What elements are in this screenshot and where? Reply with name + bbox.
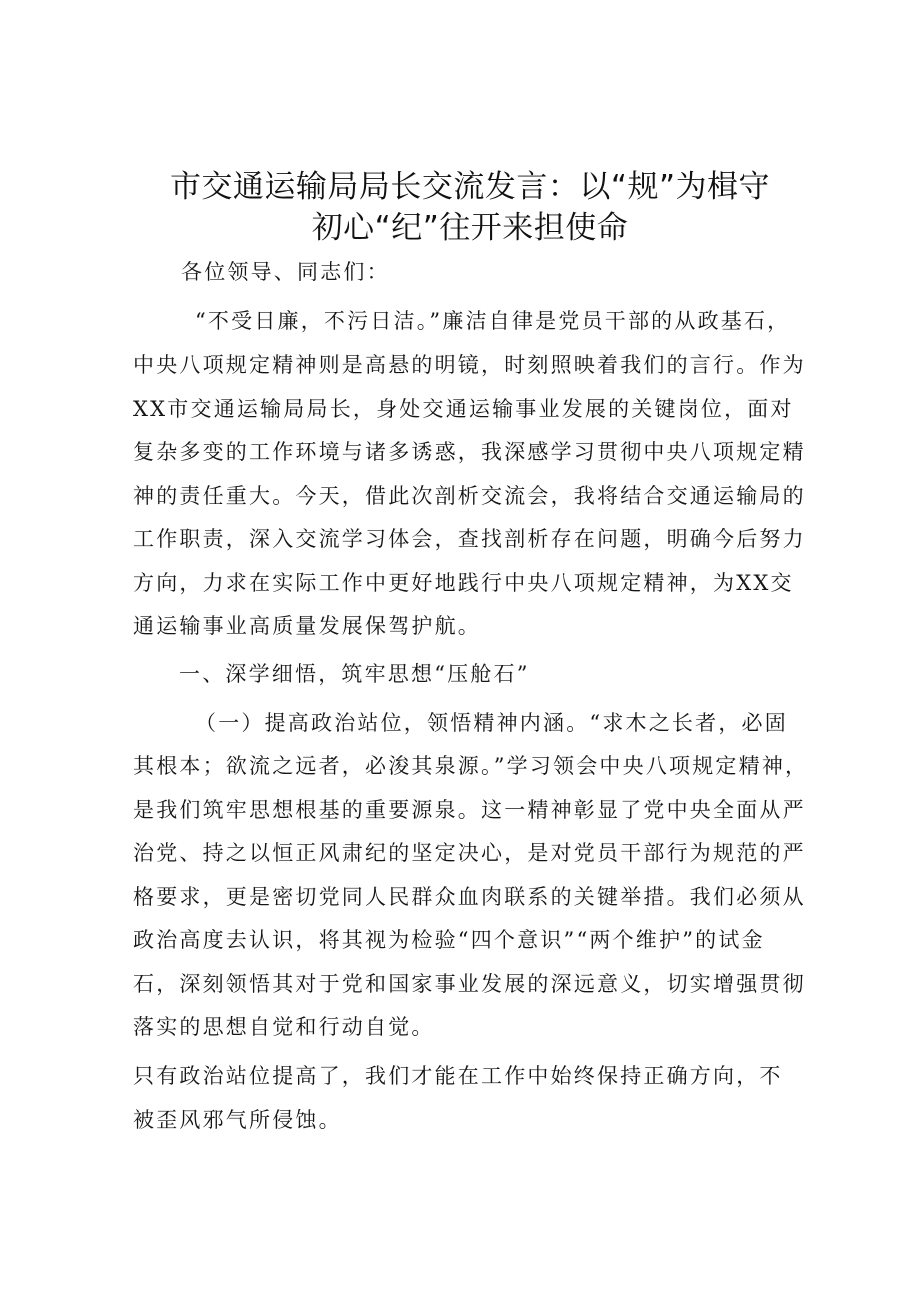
salutation: 各位领导、同志们： [181, 260, 390, 284]
section1-line-2: 其根本；欲流之远者，必浚其泉源。”学习领会中央八项规定精神， [133, 754, 809, 778]
intro-line-7: 方向，力求在实际工作中更好地践行中央八项规定精神，为XX交 [133, 571, 794, 595]
section-heading-1: 一、深学细悟，筑牢思想“压舱石” [179, 662, 530, 686]
section1-line-8: 落实的思想自觉和行动自觉。 [133, 1015, 435, 1039]
section1-line-4: 治党、持之以恒正风肃纪的坚定决心，是对党员干部行为规范的严 [133, 841, 806, 865]
section1-line-1: （一）提高政治站位，领悟精神内涵。“求木之长者，必固 [195, 711, 788, 735]
intro-line-3: XX市交通运输局局长，身处交通运输事业发展的关键岗位，面对 [133, 397, 794, 421]
document-title-line-1: 市交通运输局局长交流发言：以“规”为楫守 [169, 169, 771, 205]
intro-line-5: 神的责任重大。今天，借此次剖析交流会，我将结合交通运输局的 [133, 484, 806, 508]
intro-line-1: “不受日廉，不污日洁。”廉洁自律是党员干部的从政基石， [195, 309, 791, 333]
closing-line-2: 被歪风邪气所侵蚀。 [133, 1108, 342, 1132]
intro-line-4: 复杂多变的工作环境与诸多诱惑，我深感学习贯彻中央八项规定精 [133, 440, 806, 464]
intro-line-2: 中央八项规定精神则是高悬的明镜，时刻照映着我们的言行。作为 [133, 353, 806, 377]
section1-line-3: 是我们筑牢思想根基的重要源泉。这一精神彰显了党中央全面从严 [133, 798, 806, 822]
section1-line-5: 格要求，更是密切党同人民群众血肉联系的关键举措。我们必须从 [133, 885, 806, 909]
intro-line-8: 通运输事业高质量发展保驾护航。 [133, 614, 481, 638]
closing-line-1: 只有政治站位提高了，我们才能在工作中始终保持正确方向，不 [133, 1064, 783, 1088]
intro-line-6: 工作职责，深入交流学习体会，查找剖析存在问题，明确今后努力 [133, 527, 806, 551]
document-title-line-2: 初心“纪”往开来担使命 [311, 210, 629, 246]
section1-line-6: 政治高度去认识，将其视为检验“四个意识”“两个维护”的试金 [133, 928, 765, 952]
section1-line-7: 石，深刻领悟其对于党和国家事业发展的深远意义，切实增强贯彻 [133, 972, 806, 996]
